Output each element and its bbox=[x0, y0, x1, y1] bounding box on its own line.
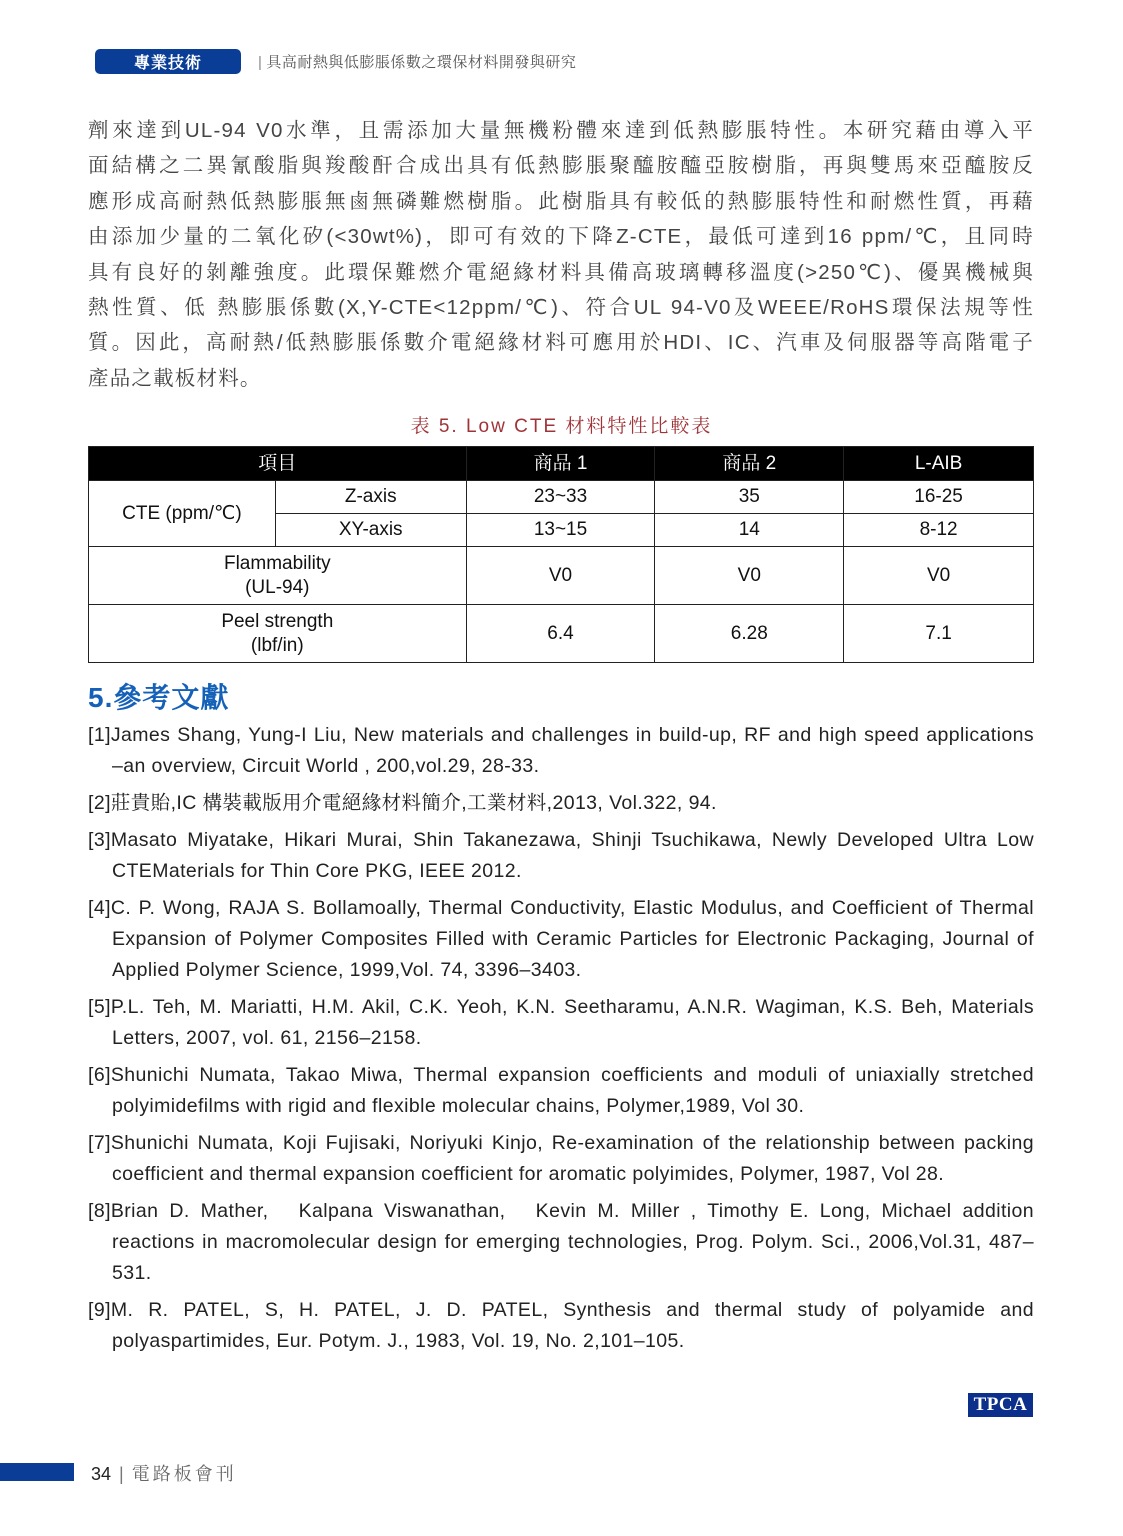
table-header-row bbox=[89, 447, 1034, 481]
table-caption: 表 5. Low CTE 材料特性比較表 bbox=[410, 416, 713, 437]
table-cell: V0 bbox=[655, 547, 844, 605]
row-label-line: (lbf/in) bbox=[250, 634, 304, 656]
table-cell: V0 bbox=[844, 547, 1034, 605]
table-cell: 6.4 bbox=[466, 605, 655, 663]
page-number: 34 bbox=[91, 1464, 112, 1484]
reference-item: [9]M. R. PATEL, S, H. PATEL, J. D. PATEL, Synthesis and thermal study of polyamide and polyaspartimides, Eur. Potym. J., 1983, Vol. 19, No. 2,101–105. bbox=[88, 1299, 1034, 1352]
table-cell: 14 bbox=[655, 514, 844, 547]
article-title: 具高耐熱與低膨脹係數之環保材料開發與研究 bbox=[266, 54, 577, 71]
reference-list bbox=[88, 720, 1034, 1363]
header-item: 項目 bbox=[89, 447, 467, 481]
tpca-logo: TPCA bbox=[968, 1393, 1033, 1417]
body-line: 熱性質、低 熱膨脹係數(X,Y-CTE<12ppm/℃)、符合UL 94-V0及WEEE/RoHS環保法規等性 bbox=[88, 295, 1034, 319]
reference-item: [8]Brian D. Mather, Kalpana Viswanathan, Kevin M. Miller , Timothy E. Long, Michael addition reactions in macromolecular design for emerging technologies, Prog. Polym. Sci., 2006,Vol.31, 487–531. bbox=[88, 1200, 1034, 1284]
row-label-line: (UL-94) bbox=[245, 576, 310, 598]
reference-item: [7]Shunichi Numata, Koji Fujisaki, Noriyuki Kinjo, Re-examination of the relationship between packing coefficient and thermal expansion coefficient for aromatic polyimides, Polymer, 1987, Vol 28. bbox=[88, 1132, 1034, 1185]
running-header bbox=[258, 51, 576, 72]
body-line: 產品之載板材料。 bbox=[88, 366, 262, 390]
reference-item: [1]James Shang, Yung-I Liu, New materials and challenges in build-up, RF and high speed applications –an overview, Circuit World , 200,vol.29, 28-33. bbox=[88, 724, 1034, 777]
body-line: 面結構之二異氰酸脂與羧酸酐合成出具有低熱膨脹聚醯胺醯亞胺樹脂，再與雙馬來亞醯胺反 bbox=[88, 154, 1034, 178]
row-label bbox=[89, 547, 467, 605]
reference-item: [5]P.L. Teh, M. Mariatti, H.M. Akil, C.K. Yeoh, K.N. Seetharamu, A.N.R. Wagiman, K.S. Beh, Materials Letters, 2007, vol. 61, 2156–2158. bbox=[88, 996, 1034, 1049]
footer-accent-bar bbox=[0, 1463, 74, 1481]
cte-label: CTE (ppm/℃) bbox=[89, 481, 276, 547]
table-cell: 7.1 bbox=[844, 605, 1034, 663]
header-l-aib: L-AIB bbox=[844, 447, 1034, 481]
reference-item: [4]C. P. Wong, RAJA S. Bollamoally, Thermal Conductivity, Elastic Modulus, and Coefficient of Thermal Expansion of Polymer Composites Filled with Ceramic Particles for Electronic Packaging, Journal of Applied Polymer Science, 1999,Vol. 74, 3396–3403. bbox=[88, 897, 1034, 981]
row-label bbox=[89, 605, 467, 663]
section-heading: 5.參考文獻 bbox=[88, 682, 230, 713]
reference-item: [2]莊貴貽,IC 構裝載版用介電絕緣材料簡介,工業材料,2013, Vol.322, 94. bbox=[88, 792, 717, 814]
row-label-line: Flammability bbox=[223, 552, 331, 574]
body-line: 具有良好的剝離強度。此環保難燃介電絕緣材料具備高玻璃轉移溫度(>250℃)、優異機械與 bbox=[88, 260, 1034, 284]
table-cell: 16-25 bbox=[844, 481, 1034, 514]
row-label: XY-axis bbox=[275, 514, 466, 547]
table-row bbox=[89, 547, 1034, 605]
body-line: 應形成高耐熱低熱膨脹無鹵無磷難燃樹脂。此樹脂具有較低的熱膨脹特性和耐燃性質，再藉 bbox=[88, 189, 1034, 213]
body-line: 劑來達到UL-94 V0水準，且需添加大量無機粉體來達到低熱膨脹特性。本研究藉由導入平 bbox=[88, 119, 1034, 142]
reference-item: [6]Shunichi Numata, Takao Miwa, Thermal expansion coefficients and moduli of uniaxially stretched polyimidefilms with rigid and flexible molecular chains, Polymer,1989, Vol 30. bbox=[88, 1064, 1034, 1117]
table-row bbox=[89, 481, 1034, 514]
header-product-2: 商品 2 bbox=[655, 447, 844, 481]
row-label-line: Peel strength bbox=[221, 610, 334, 632]
table-cell: 13~15 bbox=[466, 514, 655, 547]
body-line: 質。因此，高耐熱/低熱膨脹係數介電絕緣材料可應用於HDI、IC、汽車及伺服器等高階電子 bbox=[88, 331, 1034, 355]
reference-item: [3]Masato Miyatake, Hikari Murai, Shin Takanezawa, Shinji Tsuchikawa, Newly Developed Ultra Low CTEMaterials for Thin Core PKG, IEEE 2012. bbox=[88, 829, 1034, 882]
footer-separator: | bbox=[119, 1464, 124, 1484]
table-cell: 23~33 bbox=[466, 481, 655, 514]
body-paragraph bbox=[88, 113, 1034, 396]
section-badge: 專業技術 bbox=[95, 49, 241, 74]
body-line: 由添加少量的二氧化矽(<30wt%)，即可有效的下降Z-CTE，最低可達到16 ppm/℃，且同時 bbox=[88, 225, 1034, 249]
table-cell: V0 bbox=[466, 547, 655, 605]
table-cell: 6.28 bbox=[655, 605, 844, 663]
page-footer bbox=[91, 1460, 237, 1486]
magazine-name: 電路板會刊 bbox=[131, 1464, 237, 1484]
header-product-1: 商品 1 bbox=[466, 447, 655, 481]
row-label: Z-axis bbox=[275, 481, 466, 514]
table-cell: 8-12 bbox=[844, 514, 1034, 547]
table-row bbox=[89, 605, 1034, 663]
table-cell: 35 bbox=[655, 481, 844, 514]
comparison-table bbox=[88, 446, 1034, 663]
header-separator: | bbox=[258, 54, 263, 71]
